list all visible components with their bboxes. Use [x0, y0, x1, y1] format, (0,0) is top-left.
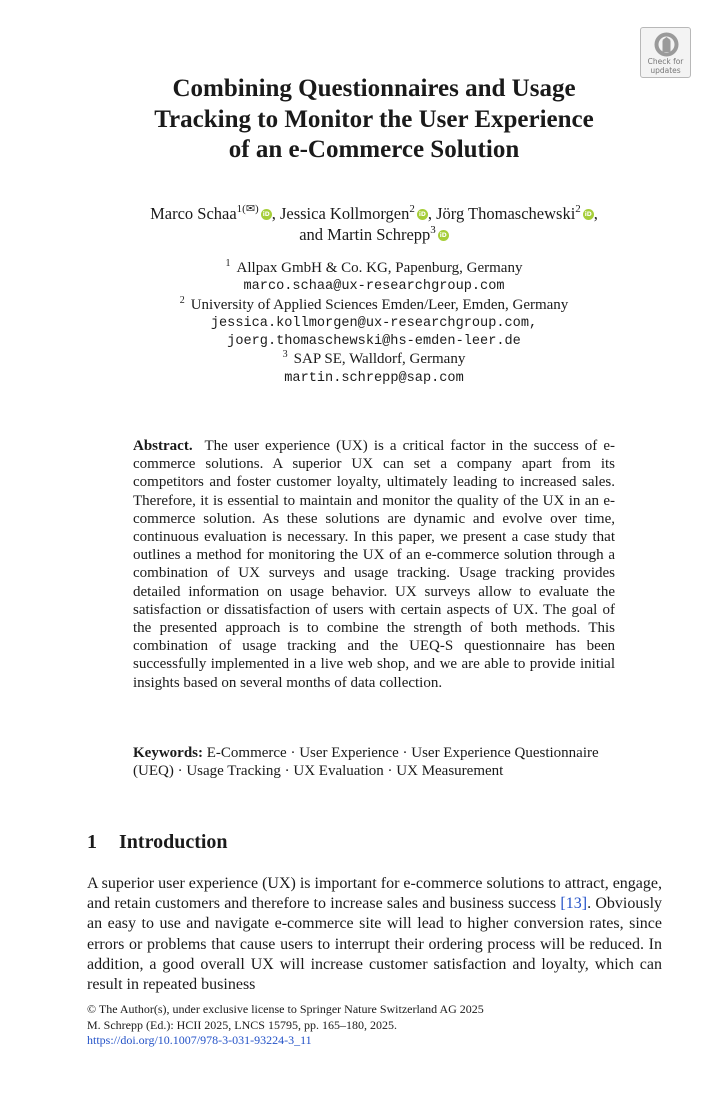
title-line: Combining Questionnaires and Usage [172, 75, 576, 102]
check-for-updates-badge[interactable] [640, 27, 691, 78]
proceedings-line: M. Schrepp (Ed.): HCII 2025, LNCS 15795, pp. 165–180, 2025. [87, 1017, 397, 1032]
citation-link[interactable]: [13] [560, 895, 588, 913]
author-affil-mark: 2 [409, 203, 415, 215]
author-name: Martin Schrepp [327, 225, 431, 244]
keywords [133, 744, 615, 780]
affiliation-2: $^2$ University of Applied Sciences Emden/Leer, Emden, Germany [179, 295, 569, 313]
check-for-updates-label: Check for updates [647, 57, 684, 75]
author-affil-mark: 3 [430, 224, 436, 236]
orcid-icon[interactable] [261, 209, 272, 220]
author-name: Jessica Kollmorgen [279, 204, 410, 223]
affiliation-1: $^1$ Allpax GmbH & Co. KG, Papenburg, Germany [225, 258, 523, 276]
email-link[interactable]: jessica.kollmorgen@ux-researchgroup.com, [210, 316, 538, 331]
email-link[interactable]: joerg.thomaschewski@hs-emden-leer.de [227, 334, 521, 349]
intro-paragraph: A superior user experience (UX) is important for e-commerce solutions to attract, engage, and retain customers and therefore to increase sales and business success [13]. Obviously an easy to use and navigate e-commerce site will lead to higher conversion rates, since errors or problems that cause users to interrupt their ordering process will be reduced. In addition, a good overall UX will increase customer satisfaction and loyalty, which can result in repeated business [87, 875, 663, 994]
keywords-text: E-Commerce · User Experience · User Experience Questionnaire (UEQ) · Usage Tracking · UX Evaluation · UX Measurement [133, 745, 599, 780]
keywords-label: Keywords: [133, 745, 203, 761]
section-number: 1 [87, 831, 97, 853]
abstract [133, 437, 615, 692]
author-name: Jörg Thomaschewski [436, 204, 576, 223]
orcid-icon[interactable] [417, 209, 428, 220]
author-name: Marco Schaa [150, 204, 237, 223]
copyright-footer [87, 1002, 662, 1049]
section-title: Introduction [119, 831, 228, 853]
orcid-icon[interactable] [438, 230, 449, 241]
email-link[interactable]: martin.schrepp@sap.com [284, 371, 464, 386]
author-affil-mark: 1(✉) [236, 203, 259, 215]
affiliation-3: $^3$ SAP SE, Walldorf, Germany [282, 349, 466, 367]
doi-link[interactable]: https://doi.org/10.1007/978-3-031-93224-3_11 [87, 1033, 312, 1047]
section-heading [87, 830, 487, 854]
check-for-updates-icon [653, 31, 680, 58]
title-line: of an e-Commerce Solution [228, 136, 520, 163]
author-affil-mark: 2 [575, 203, 581, 215]
abstract-text: The user experience (UX) is a critical factor in the success of e-commerce solutions. A superior UX can set a company apart from its competitors and foster customer loyalty, ultimately leading to increased sales. Therefore, it is essential to maintain and monitor the quality of the UX in an e-commerce solution. As these solutions are dynamic and evolve over time, continuous evaluation is necessary. In this paper, we present a case study that outlines a method for monitoring the UX of an e-commerce solution through a combination of UX surveys and usage tracking. Usage tracking provides detailed information on usage behavior. UX surveys allow to evaluate the satisfaction or dissatisfaction of users with certain aspects of UX. The goal of the presented approach is to combine the strength of both methods. This combination of usage tracking and the UEQ-S questionnaire has been successfully implemented in a live web shop, and we are able to provide initial insights based on several months of data collection. [133, 438, 615, 691]
abstract-label: Abstract. [133, 438, 193, 454]
copyright-line: © The Author(s), under exclusive license to Springer Nature Switzerland AG 2025 [87, 1002, 484, 1016]
author-list: Marco Schaa$^{1(✉)}$iD , Jessica Kollmorgen$^2$iD , Jörg Thomaschewski$^2$iD , and Martin Schrepp$^3$iD [100, 203, 648, 245]
paper-title [100, 74, 648, 166]
orcid-icon[interactable] [583, 209, 594, 220]
title-line: Tracking to Monitor the User Experience [154, 105, 594, 133]
email-link[interactable]: marco.schaa@ux-researchgroup.com [243, 279, 505, 294]
